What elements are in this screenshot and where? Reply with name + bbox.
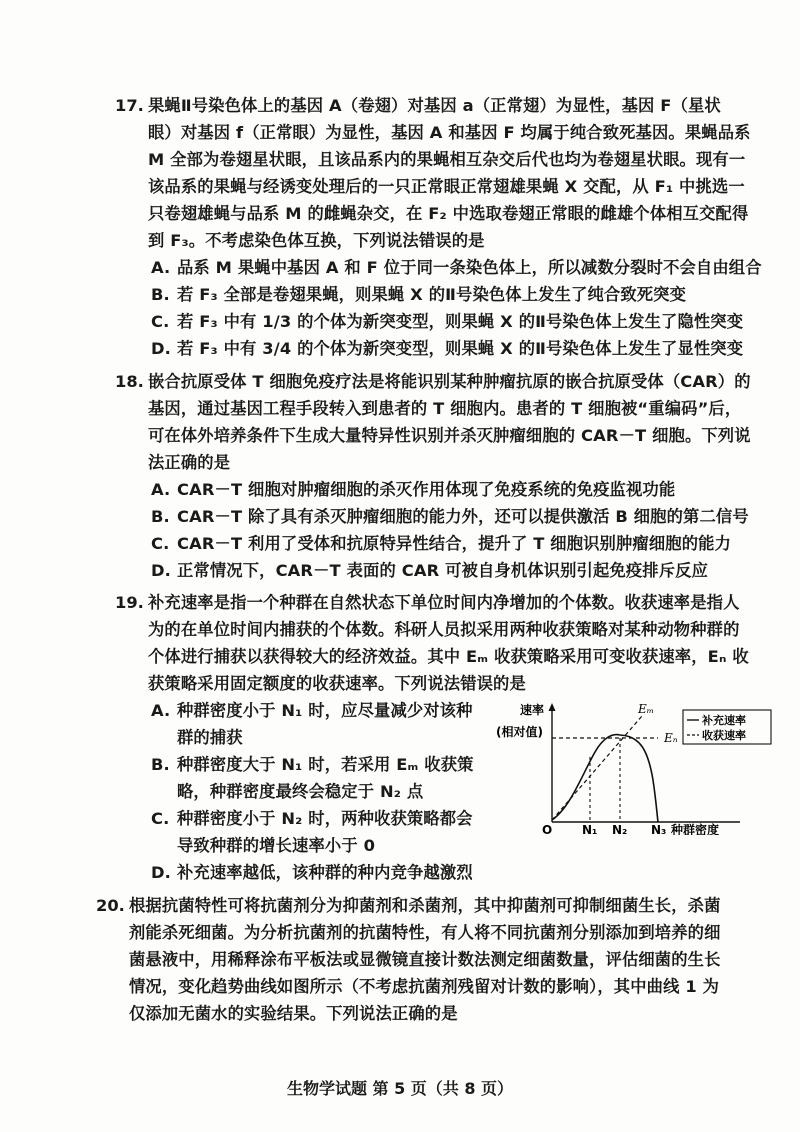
y-label-1: 速率 xyxy=(520,703,545,717)
legend-1: 补充速率 xyxy=(702,714,746,727)
option-b: B. 种群密度大于 N₁ 时，若采用 Eₘ 收获策 xyxy=(151,755,474,774)
stem-line: 基因，通过基因工程手段转入到患者的 T 细胞内。患者的 T 细胞被“重编码”后， xyxy=(148,399,742,418)
em-line xyxy=(552,716,642,820)
legend-2: 收获速率 xyxy=(702,729,746,742)
y-label-2: (相对值) xyxy=(496,725,543,739)
stem-line: M 全部为卷翅星状眼，且该品系内的果蝇相互杂交后代也均为卷翅星状眼。现有一 xyxy=(148,150,746,169)
option-b: B. 若 F₃ 全部是卷翅果蝇，则果蝇 X 的Ⅱ号染色体上发生了纯合致死突变 xyxy=(151,285,687,304)
stem-line: 眼）对基因 f（正常眼）为显性，基因 A 和基因 F 均属于纯合致死基因。果蝇品系 xyxy=(148,123,751,142)
question-18 xyxy=(115,368,778,584)
harvest-rate-figure xyxy=(490,700,780,835)
stem-line: 剂能杀死细菌。为分析抗菌剂的抗菌特性，有人将不同抗菌剂分别添加到培养的细 xyxy=(129,923,721,942)
question-17 xyxy=(115,92,778,362)
y-axis-arrow xyxy=(549,703,556,711)
tick-n1: N₁ xyxy=(582,823,598,835)
question-number: 18. xyxy=(115,372,144,391)
stem-line: 到 F₃。不考虑染色体互换，下列说法错误的是 xyxy=(148,231,485,250)
stem-line: 该品系的果蝇与经诱变处理后的一只正常眼正常翅雄果蝇 X 交配，从 F₁ 中挑选一 xyxy=(148,177,745,196)
option-c: C. 若 F₃ 中有 1/3 的个体为新突变型，则果蝇 X 的Ⅱ号染色体上发生了隐性突变 xyxy=(151,312,744,331)
option-a-cont: 群的捕获 xyxy=(177,728,243,747)
option-b-cont: 略，种群密度最终会稳定于 N₂ 点 xyxy=(177,782,424,801)
stem-line: 个体进行捕获以获得较大的经济效益。其中 Eₘ 收获策略采用可变收获速率，Eₙ 收 xyxy=(148,647,749,666)
option-c: C. CAR－T 利用了受体和抗原特异性结合，提升了 T 细胞识别肿瘤细胞的能力 xyxy=(151,534,732,553)
stem-line: 法正确的是 xyxy=(148,453,231,472)
page-footer: 生物学试题 第 5 页（共 8 页） xyxy=(286,1079,514,1098)
option-d: D. 补充速率越低，该种群的种内竞争越激烈 xyxy=(151,863,473,882)
origin-label: O xyxy=(542,823,553,835)
x-label: 种群密度 xyxy=(671,823,720,835)
stem-line: 嵌合抗原受体 T 细胞免疫疗法是将能识别某种肿瘤抗原的嵌合抗原受体（CAR）的 xyxy=(148,372,751,391)
stem-line: 补充速率是指一个种群在自然状态下单位时间内净增加的个体数。收获速率是指人 xyxy=(148,593,740,612)
option-d: D. 若 F₃ 中有 3/4 的个体为新突变型，则果蝇 X 的Ⅱ号染色体上发生了显性突变 xyxy=(151,339,744,358)
stem-line: 仅添加无菌水的实验结果。下列说法正确的是 xyxy=(129,1004,458,1023)
option-a: A. CAR－T 细胞对肿瘤细胞的杀灭作用体现了免疫系统的免疫监视功能 xyxy=(151,480,676,499)
option-c-cont: 导致种群的增长速率小于 0 xyxy=(177,836,376,855)
stem-line: 菌悬液中，用稀释涂布平板法或显微镜直接计数法测定细菌数量，评估细菌的生长 xyxy=(129,950,721,969)
stem-line: 果蝇Ⅱ号染色体上的基因 A（卷翅）对基因 a（正常翅）为显性，基因 F（星状 xyxy=(148,96,721,115)
stem-line: 只卷翅雄蝇与品系 M 的雌蝇杂交，在 F₂ 中选取卷翅正常眼的雌雄个体相互交配得 xyxy=(148,204,749,223)
question-number: 17. xyxy=(115,96,144,115)
question-number: 19. xyxy=(115,593,144,612)
tick-n2: N₂ xyxy=(612,823,628,835)
stem-line: 可在体外培养条件下生成大量特异性识别并杀灭肿瘤细胞的 CAR－T 细胞。下列说 xyxy=(148,426,751,445)
stem-line: 获策略采用固定额度的收获速率。下列说法错误的是 xyxy=(148,674,526,693)
stem-line: 根据抗菌特性可将抗菌剂分为抑菌剂和杀菌剂，其中抑菌剂可抑制细菌生长，杀菌 xyxy=(129,896,721,915)
supplement-rate-curve xyxy=(552,735,658,822)
stem-line: 情况，变化趋势曲线如图所示（不考虑抗菌剂残留对计数的影响），其中曲线 1 为 xyxy=(129,977,720,996)
option-a: A. 种群密度小于 N₁ 时，应尽量减少对该种 xyxy=(151,701,473,720)
stem-line: 为的在单位时间内捕获的个体数。科研人员拟采用两种收获策略对某种动物种群的 xyxy=(148,620,740,639)
question-20 xyxy=(96,892,778,1027)
option-c: C. 种群密度小于 N₂ 时，两种收获策略都会 xyxy=(151,809,473,828)
option-a: A. 品系 M 果蝇中基因 A 和 F 位于同一条染色体上，所以减数分裂时不会自由组合 xyxy=(151,258,762,277)
curve-em-label: Eₘ xyxy=(638,702,655,716)
tick-n3: N₃ xyxy=(651,823,667,835)
question-number: 20. xyxy=(96,896,125,915)
option-d: D. 正常情况下，CAR－T 表面的 CAR 可被自身机体识别引起免疫排斥反应 xyxy=(151,561,708,580)
curve-en-label: Eₙ xyxy=(664,731,678,745)
option-b: B. CAR－T 除了具有杀灭肿瘤细胞的能力外，还可以提供激活 B 细胞的第二信号 xyxy=(151,507,749,526)
